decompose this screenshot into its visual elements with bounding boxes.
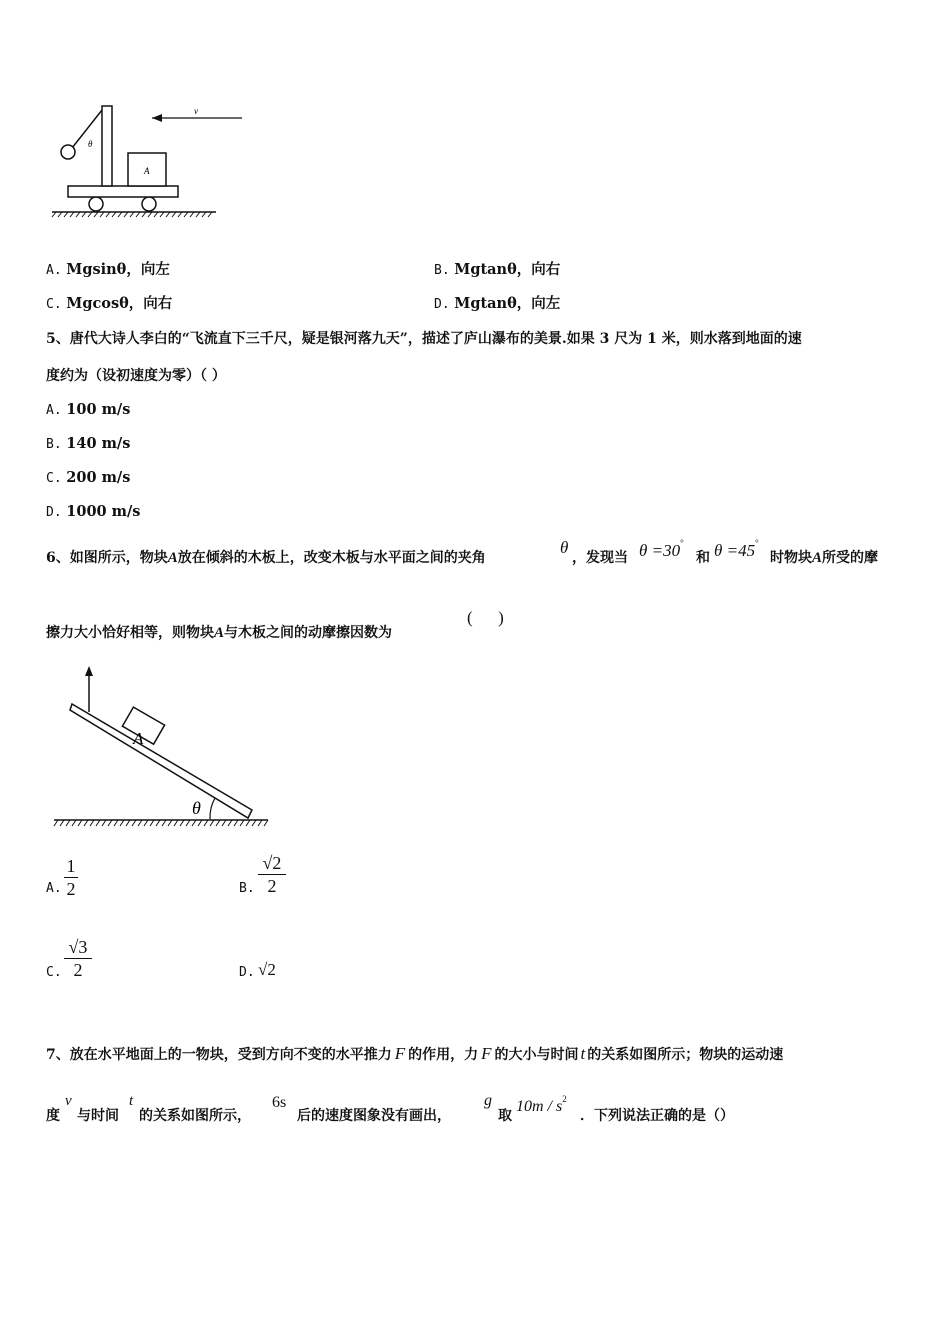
q6-option-a-fraction: 1 2: [64, 856, 78, 899]
q6-option-c-fraction: √3 2: [64, 937, 92, 980]
q4-option-d[interactable]: [434, 294, 560, 315]
q7-line2-b: 与时间: [77, 1108, 119, 1124]
option-letter: D.: [434, 297, 450, 312]
option-letter: C.: [46, 297, 62, 312]
q4-option-a[interactable]: [46, 260, 170, 281]
q6-eq2: θ =45°: [714, 538, 759, 560]
pole: [102, 106, 112, 186]
q5-option-c[interactable]: C. 200 m/s: [46, 469, 131, 486]
q6-stem-line2: 擦力大小恰好相等，则物块A与木板之间的动摩擦因数为: [46, 625, 393, 641]
q6-stem-line1: 6、如图所示，物块A放在倾斜的木板上，改变木板与水平面之间的夹角: [46, 550, 486, 566]
q4-option-c[interactable]: [46, 294, 172, 315]
q7-v: v: [65, 1093, 72, 1109]
q6-option-d[interactable]: D.: [239, 965, 255, 980]
q6-option-d-value: √2: [258, 960, 276, 979]
incline-figure: [50, 664, 274, 832]
angle-label: θ: [88, 139, 93, 149]
q6-option-c[interactable]: C.: [46, 965, 62, 980]
block-a-label: A: [133, 729, 144, 748]
q5-stem-line2: 度约为（设初速度为零）（ ）: [46, 368, 226, 384]
q6-eq1: θ =30°: [639, 538, 684, 560]
q5-stem-line1: 5、唐代大诗人李白的“飞流直下三千尺，疑是银河落九天”，描述了庐山瀑布的美景.如果 3 尺为 1 米，则水落到地面的速: [46, 331, 802, 347]
q7-accel: $10m / s^2$: [516, 1094, 567, 1115]
q6-answer-paren: ( ): [467, 608, 504, 627]
pendulum-ball: [61, 145, 75, 159]
option-text: Mgsinθ，向左: [66, 261, 170, 278]
q7-g: g: [484, 1092, 492, 1109]
block-a-label: A: [144, 166, 150, 176]
q5-option-d[interactable]: D. 1000 m/s: [46, 503, 141, 520]
q6-option-a[interactable]: A.: [46, 881, 62, 896]
q6-stem-line1-end: 时物块A所受的摩: [770, 550, 879, 566]
option-text: Mgtanθ，向左: [454, 295, 561, 312]
option-text: Mgcosθ，向右: [66, 295, 173, 312]
q4-option-b[interactable]: [434, 260, 560, 281]
q7-stem-line1: 7、放在水平地面上的一物块，受到方向不变的水平推力 F 的作用，力 F 的大小与时间 t 的关系如图所示；物块的运动速: [46, 1044, 784, 1063]
cart-deck: [68, 186, 178, 197]
q6-stem-when: ，发现当: [572, 550, 628, 566]
option-text: Mgtanθ，向右: [454, 261, 561, 278]
q7-line2-a: 度: [46, 1108, 60, 1124]
option-letter: A.: [46, 263, 62, 278]
wheel-left: [89, 197, 103, 211]
q6-theta: θ: [560, 538, 569, 557]
q7-line2-c: 的关系如图所示，: [139, 1108, 251, 1124]
velocity-label: v: [194, 106, 198, 116]
cart-pendulum-figure: [48, 100, 248, 220]
q6-and: 和: [696, 550, 710, 566]
q5-option-b[interactable]: B. 140 m/s: [46, 435, 131, 452]
q7-line2-d: 后的速度图象没有画出，: [297, 1108, 451, 1124]
q7-line2-f: ．下列说法正确的是（）: [580, 1108, 734, 1124]
inclined-plank: [70, 704, 252, 818]
angle-label: θ: [192, 798, 201, 818]
option-letter: B.: [434, 263, 450, 278]
q7-line2-e: 取: [498, 1108, 512, 1124]
q5-option-a[interactable]: A. 100 m/s: [46, 401, 131, 418]
q6-option-b[interactable]: B.: [239, 881, 255, 896]
q7-t: t: [129, 1093, 134, 1109]
q7-six-s: 6s: [272, 1094, 287, 1111]
wheel-right: [142, 197, 156, 211]
q6-option-b-fraction: √2 2: [258, 853, 286, 896]
